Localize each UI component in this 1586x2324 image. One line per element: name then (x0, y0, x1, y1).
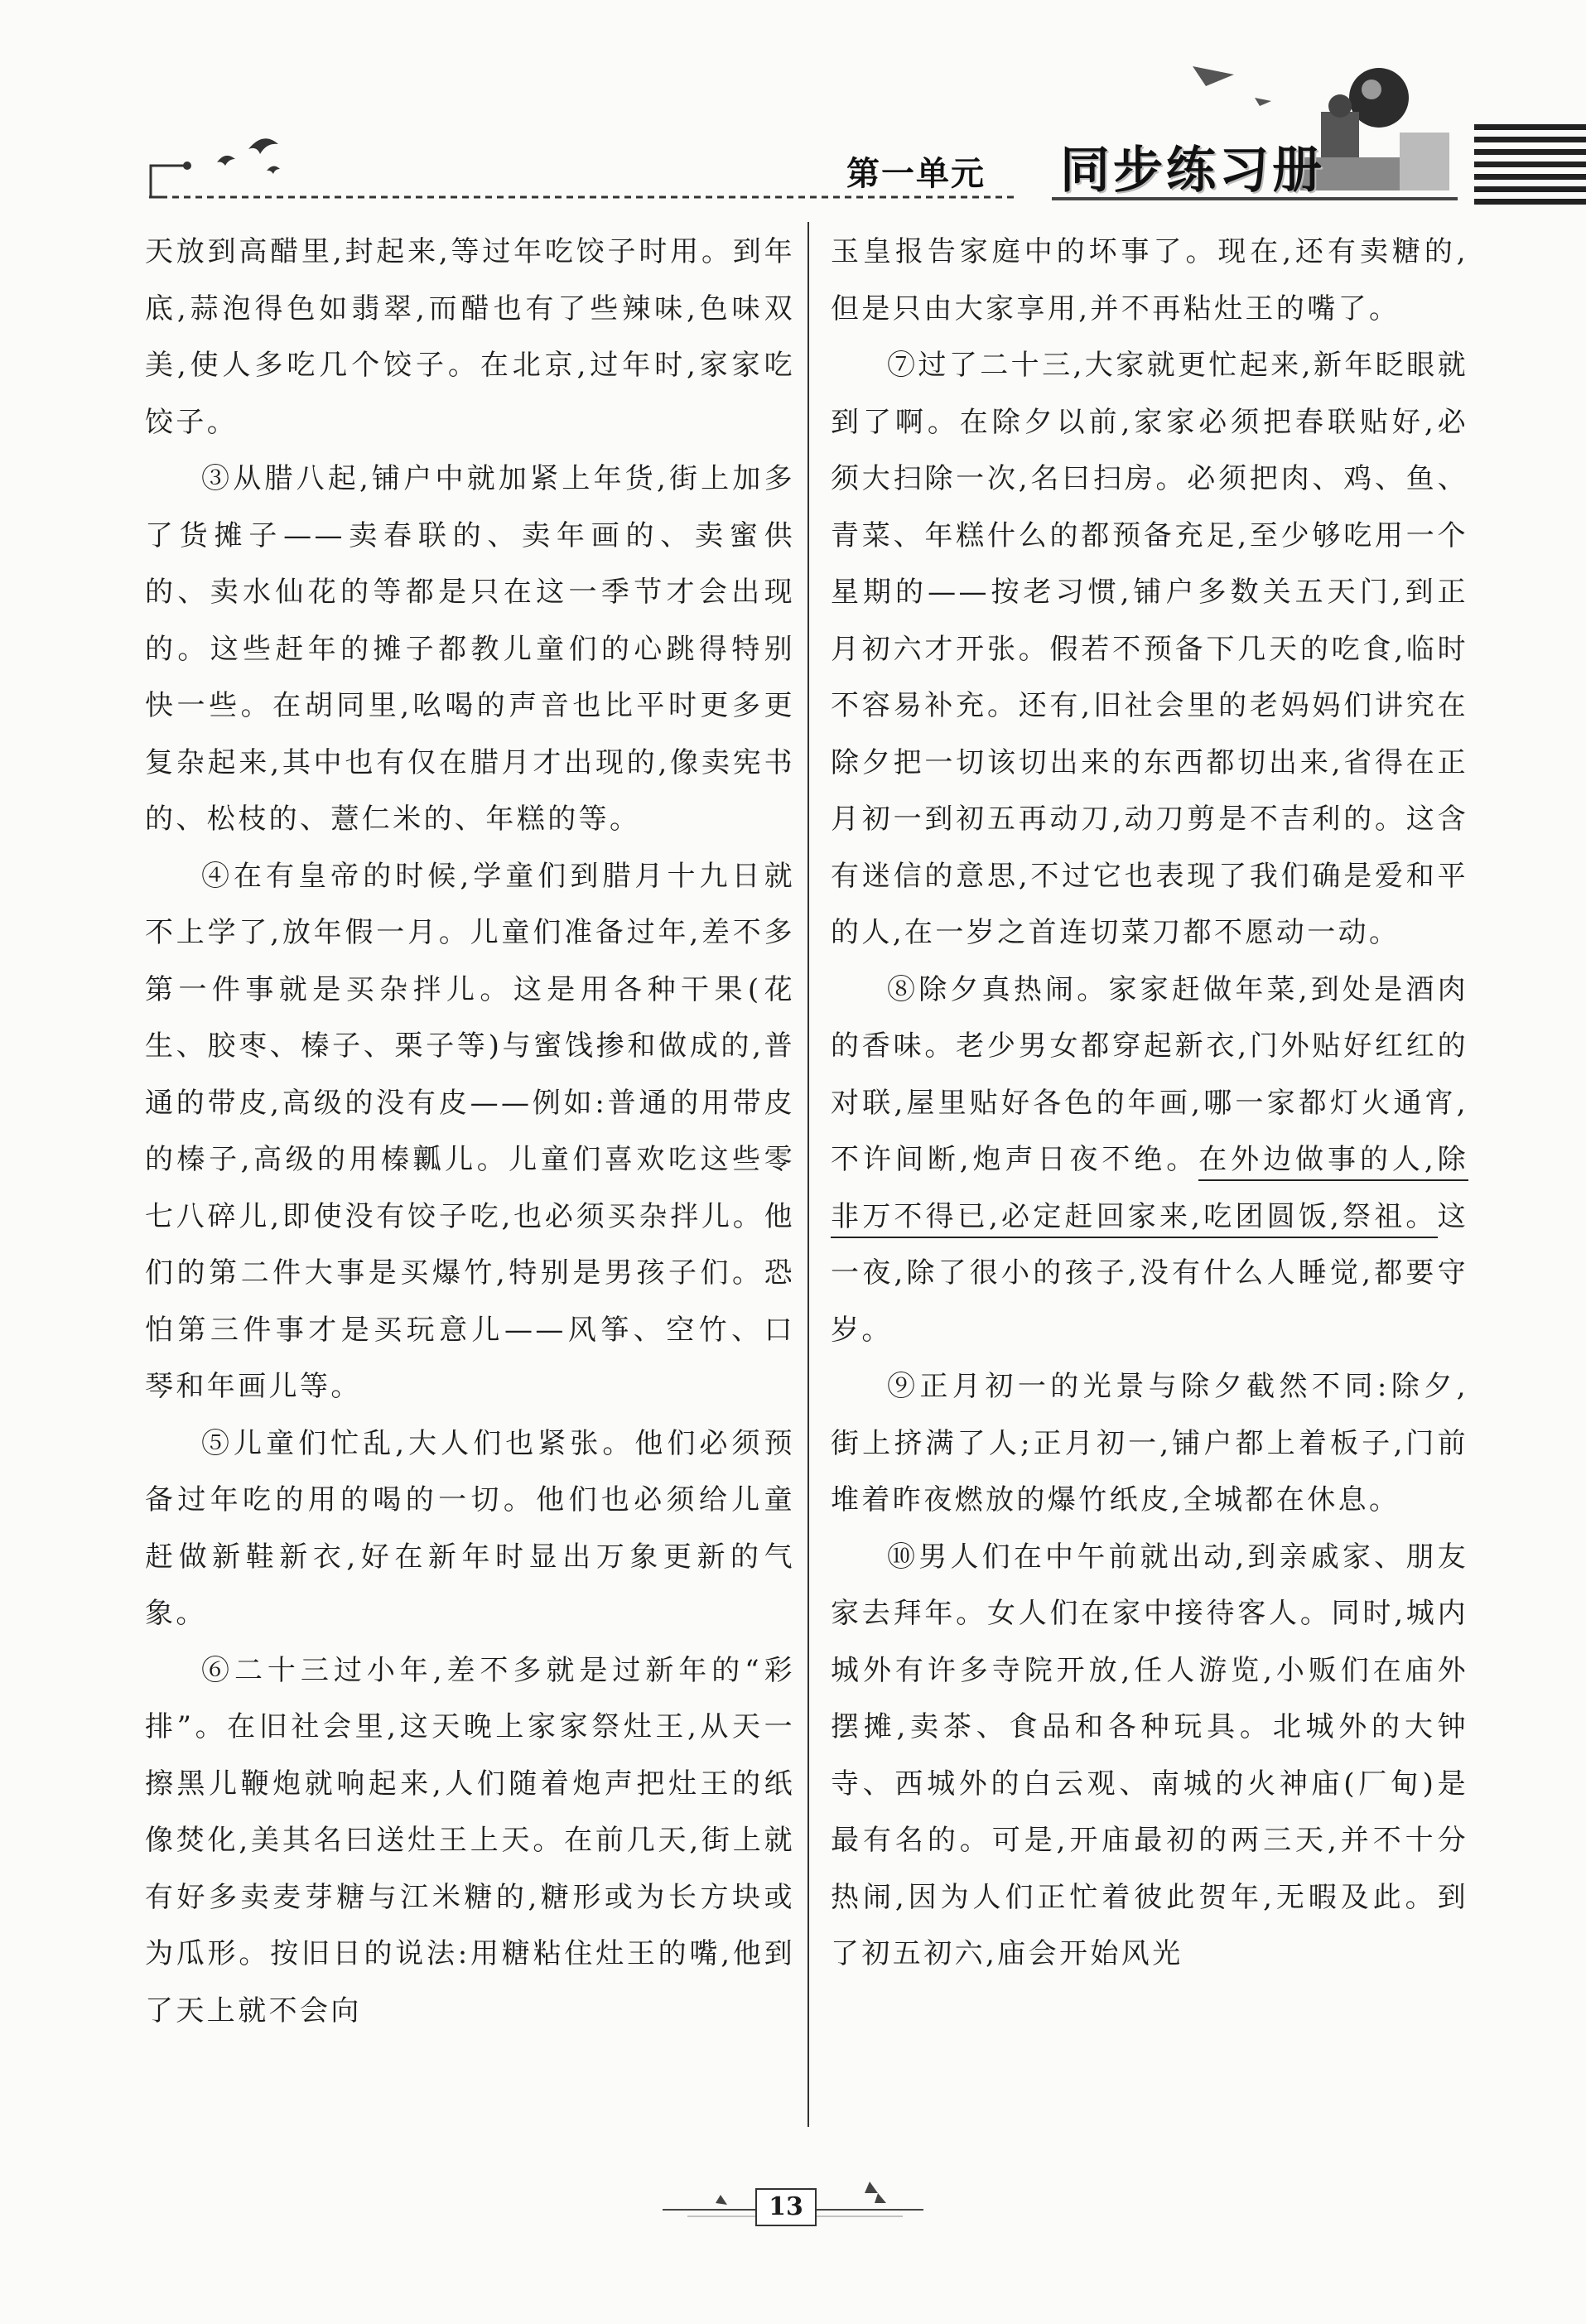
paragraph-8 (831, 962, 1468, 1359)
paragraph-8-part-1: ⑧除夕真热闹。家家赶做年菜,到处是酒肉的香味。老少男女都穿起新衣,门外贴好红红的对联,屋里贴好各色的年画,哪一家都灯火通宵,不许间断,炮声日夜不绝。 (831, 972, 1468, 1176)
underlined-sentence: 在外边做事的人,除非万不得已,必定赶回家来,吃团圆饭,祭祖。 (831, 1143, 1468, 1238)
right-column (831, 224, 1468, 2145)
paragraph-7: ⑦过了二十三,大家就更忙起来,新年眨眼就到了啊。在除夕以前,家家必须把春联贴好,必须大扫除一次,名曰扫房。必须把肉、鸡、鱼、青菜、年糕什么的都预备充足,至少够吃用一个星期的——按老习惯,铺户多数关五天门,到正月初六才开张。假若不预备下几天的吃食,临时不容易补充。还有,旧社会里的老妈妈们讲究在除夕把一切该切出来的东西都切出来,省得在正月初一到初五再动刀,动刀剪是不吉利的。这含有迷信的意思,不过它也表现了我们确是爱和平的人,在一岁之首连切菜刀都不愿动一动。 (831, 349, 1468, 949)
paragraph-continued: 天放到高醋里,封起来,等过年吃饺子时用。到年底,蒜泡得色如翡翠,而醋也有了些辣味,色味双美,使人多吃几个饺子。在北京,过年时,家家吃饺子。 (145, 235, 795, 439)
paragraph-4: ④在有皇帝的时候,学童们到腊月十九日就不上学了,放年假一月。儿童们准备过年,差不多第一件事就是买杂拌儿。这是用各种干果(花生、胶枣、榛子、栗子等)与蜜饯掺和做成的,普通的带皮,高级的没有皮——例如:普通的用带皮的榛子,高级的用榛瓤儿。儿童们喜欢吃这些零七八碎儿,即使没有饺子吃,也必须买杂拌儿。他们的第二件大事是买爆竹,特别是男孩子们。恐怕第三件事才是买玩意儿——风筝、空竹、口琴和年画儿等。 (145, 859, 795, 1403)
header-stripes (1474, 124, 1586, 205)
paragraph-5: ⑤儿童们忙乱,大人们也紧张。他们必须预备过年吃的用的喝的一切。他们也必须给儿童赶做新鞋新衣,好在新年时显出万象更新的气象。 (145, 1426, 795, 1630)
paragraph-10: ⑩男人们在中午前就出动,到亲戚家、朋友家去拜年。女人们在家中接待客人。同时,城内城外有许多寺院开放,任人游览,小贩们在庙外摆摊,卖茶、食品和各种玩具。北城外的大钟寺、西城外的白云观、南城的火神庙(厂甸)是最有名的。可是,开庙最初的两三天,并不十分热闹,因为人们正忙着彼此贺年,无暇及此。到了初五初六,庙会开始风光 (831, 1540, 1468, 1970)
left-column (145, 224, 795, 2145)
column-divider (807, 222, 809, 2127)
paragraph-6: ⑥二十三过小年,差不多就是过新年的“彩排”。在旧社会里,这天晚上家家祭灶王,从天一擦黑儿鞭炮就响起来,人们随着炮声把灶王的纸像焚化,美其名曰送灶王上天。在前几天,街上就有好多卖麦芽糖与江米糖的,糖形或为长方块或为瓜形。按旧日的说法:用糖粘住灶王的嘴,他到了天上就不会向 (145, 1653, 795, 2027)
birds-icon (217, 138, 280, 174)
page-number: 13 (755, 2188, 817, 2226)
book-title: 同步练习册 (1060, 142, 1325, 200)
header-decoration (0, 0, 1586, 215)
paragraph-9: ⑨正月初一的光景与除夕截然不同:除夕,街上挤满了人;正月初一,铺户都上着板子,门前堆着昨夜燃放的爆竹纸皮,全城都在休息。 (831, 1370, 1468, 1516)
paragraph-6-continued: 玉皇报告家庭中的坏事了。现在,还有卖糖的,但是只由大家享用,并不再粘灶王的嘴了。 (831, 235, 1468, 325)
page-header (0, 0, 1586, 215)
paragraph-3: ③从腊八起,铺户中就加紧上年货,街上加多了货摊子——卖春联的、卖年画的、卖蜜供的、卖水仙花的等都是只在这一季节才会出现的。这些赶年的摊子都教儿童们的心跳得特别快一些。在胡同里,吆喝的声音也比平时更多更复杂起来,其中也有仅在腊月才出现的,像卖宪书的、松枝的、薏仁米的、年糕的等。 (145, 462, 795, 836)
paragraph-8-part-2: 这一夜,除了很小的孩子,没有什么人睡觉,都要守岁。 (831, 1199, 1468, 1347)
unit-label: 第一单元 (846, 155, 986, 193)
paper-plane-icon (1193, 66, 1271, 106)
